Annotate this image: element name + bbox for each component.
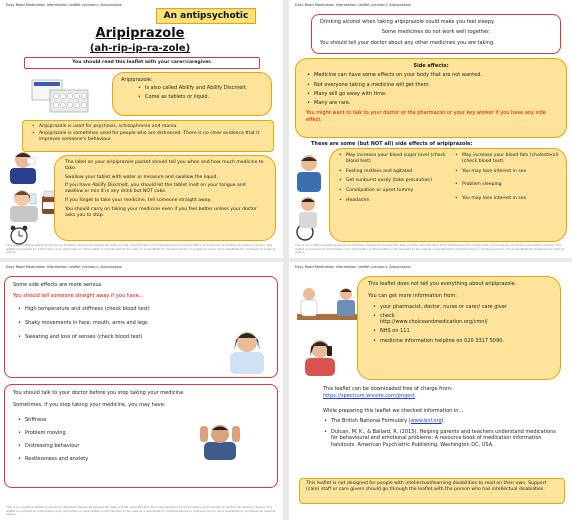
page-footer: This is an unofficial leaflet produced by Professor Mussarrat (Mussarrat) Zaki and Ms. Alice Muratori from the Department of Psychiatry at University of Central Lancashire (UCLan). The leaflet is provided for information only. Information in this leaflet is not intended to be used as a substitute for medical advice or guidance and is not a substitute for professional medical advice. [6,505,276,516]
side-effects-list-heading: These are some (but NOT all) side effects of aripiprazole: [311,141,473,147]
more-info-heading: You can get more information from: [368,293,457,300]
side-effect-item: • Feeling restless and agitated [338,169,448,175]
stop-bullet: • Restlessness and anxiety [17,456,269,462]
doctor-consultation-image [297,284,361,328]
instructions-box [54,155,276,241]
distressed-man-image [196,420,244,460]
stop-bullet: • Distressing behaviour [17,443,269,449]
info-bullet: • your pharmacist, doctor, nurse or carer/ care giver [372,304,550,310]
leaflet-page-1 [0,0,283,258]
reference-dulcan: • Dulcan, M. K., & Ballard, R. (2015). Helping parents and teachers understand medications for behavioural and emotional problems: A resource book of medication information handouts. American Psychiatric Publishing, Washington DC, USA. [323,429,563,448]
serious-bullet: • Sweating and loss of senses (check blood test) [17,334,192,340]
page-header: Easy Read Medication Information Leaflet (version): Aripiprazole [295,265,411,269]
more-information-box [357,276,561,380]
stop-subheading: Sometimes, if you stop taking your medicine, you may have: [13,402,166,409]
intro-line: Some medicines do not work well together. [381,29,491,36]
names-heading: Aripiprazole: [121,77,153,83]
page-footer: This is an unofficial leaflet produced by Professor Mussarrat (Mussarrat) Zaki and Ms. Alice Muratori from the Department of Psychiatry at University of Central Lancashire (UCLan). The leaflet is provided for information only. Information in this leaflet is not intended to be used as a substitute for medical advice or guidance and is not a substitute for professional medical advice. [6,243,276,254]
side-effect-bullet: • Many are rare. [306,100,556,106]
disclaimer-box [299,478,565,504]
side-effect-item: • Problem sleeping [454,182,562,188]
names-bullet: • Is also called Abilify and Abilify Discmelt. [137,85,263,91]
side-effect-item: • You may lose interest in sex [454,169,562,175]
info-bullet [372,313,550,326]
reference-bnf [323,418,563,424]
choice-medication-link[interactable]: http://www.choiceandmedication.org/cmnl/ [380,319,488,326]
page-footer: This is an unofficial leaflet produced by Professor Mussarrat (Mussarrat) Zaki and Ms. Alice Muratori from the Department of Psychiatry at University of Central Lancashire (UCLan). The leaflet is provided for information only. Information in this leaflet is not intended to be used as a substitute for medical advice or guidance and is not a substitute for professional medical advice. [295,243,565,254]
info-bullet: • NHS on 111 [372,328,550,334]
download-link[interactable]: https://spectrum.wixsite.com/project [323,393,415,399]
use-bullet: • Aripiprazole is sometimes used for people who are distressed. There is no clear evidence that it improves someone's behaviour. [31,131,265,143]
reference-bnf-text: The British National Formulary ( [331,418,411,424]
serious-tell-line: You should tell someone straight away if you have... [13,293,144,300]
tablets-box-image [30,76,92,116]
man-with-cup-image [291,150,327,192]
stop-bullet: • Problem moving [17,430,269,436]
phone-call-image [299,336,341,376]
check-label: check [380,312,395,319]
side-effects-box [295,58,567,138]
prepared-text: While preparing this leaflet we checked information in... [323,408,464,414]
side-effect-item: • You may lose interest in sex [454,196,562,202]
reference-bnf-close: ) [441,418,444,424]
side-effects-heading: Side effects: [413,63,449,69]
disclaimer-text: This leaflet is not designed for people with intellectual/learning disabilities to read on their own. Support (care) staff or care givers should go through the leaflet with the person who has intellectual disabilities. [306,481,547,492]
use-bullet: • Aripiprazole is used for psychosis, schizophrenia and mania. [31,124,265,130]
instruction-text: The label on your aripiprazole packet should tell you when and how much medicine to take. [65,160,264,171]
page-header: Easy Read Medication Information Leaflet (version): Aripiprazole [6,265,122,269]
woman-sweating-image [222,324,272,374]
download-text: This leaflet can be downloaded free of charge from: [323,386,453,392]
serious-bullet: • Shaky movements in face, mouth, arms and legs [17,320,192,326]
instruction-text: If you have Abilify Discmelt, you should let the tablet melt on your tongue and swallow or mix it in any drink but NOT coke. [65,183,246,195]
instruction-text: You should carry on taking your medicine even if you feel better unless your doctor asks you to stop. [65,206,257,218]
medicine-names-box [112,72,272,116]
page-header: Easy Read Medication Information Leaflet (version): Aripiprazole [6,3,122,7]
leaflet-page-3 [0,262,283,520]
side-effect-bullet: • Medicine can have some effects on your body that are not wanted. [306,72,556,78]
pronunciation: (ah-rip-ip-ra-zole) [89,43,191,54]
side-effect-item: • Headache. [338,198,448,204]
instruction-text: If you forget to take your medicine, tell someone straight away. [65,197,212,203]
stop-bullet: • Stiffness [17,417,269,423]
alcohol-interactions-box [311,14,561,54]
serious-bullet: • High temperature and stiffness (check blood test) [17,306,192,312]
side-effect-bullet: • Not everyone taking a medicine will get them. [306,82,556,88]
man-in-wheelchair-image [291,194,327,242]
side-effect-item: • Get sunburnt easily (take precaution) [338,178,448,184]
serious-heading: Some side effects are more serious. [13,282,103,288]
not-everything-note: This leaflet does not tell you everything about aripiprazole. [368,281,517,287]
names-bullet: • Come as tablets or liquid. [137,94,263,100]
uses-box [22,120,274,152]
side-effect-item: • Constipation or upset tummy [338,188,448,194]
leaflet-page-4 [289,262,572,520]
category-badge: An antipsychotic [156,8,256,24]
stop-heading: You should talk to your doctor before you stop taking your medicine. [13,390,185,396]
instruction-text: Swallow your tablet with water or measure and swallow the liquid. [65,174,218,180]
bnf-link[interactable]: www.bnf.org [410,418,442,424]
man-taking-pill-image [2,146,42,184]
page-header: Easy Read Medication Information Leaflet (version): Aripiprazole [295,3,411,7]
side-effect-warning: You might want to talk to your doctor or the pharmacist or your key worker if you have any side effect. [306,110,546,123]
leaflet-page-2 [289,0,572,258]
intro-line: You should tell your doctor about any other medicines you are taking. [320,39,495,46]
read-with-carer-notice: You should read this leaflet with your carer/caregiver. [24,57,260,69]
medicine-title: Aripiprazole [95,26,185,41]
side-effect-item: • May increase your blood sugar level (check blood test) [338,153,448,165]
side-effects-list-box [329,148,567,242]
side-effect-item: • May increase your blood fats (cholesterol) (check blood test) [454,153,562,165]
intro-line: Drinking alcohol when taking aripiprazole could make you feel sleepy. [320,19,495,25]
side-effect-bullet: • Many will go away with time. [306,91,556,97]
info-bullet: • medicine information helpline on 020 3317 5090. [372,338,550,344]
